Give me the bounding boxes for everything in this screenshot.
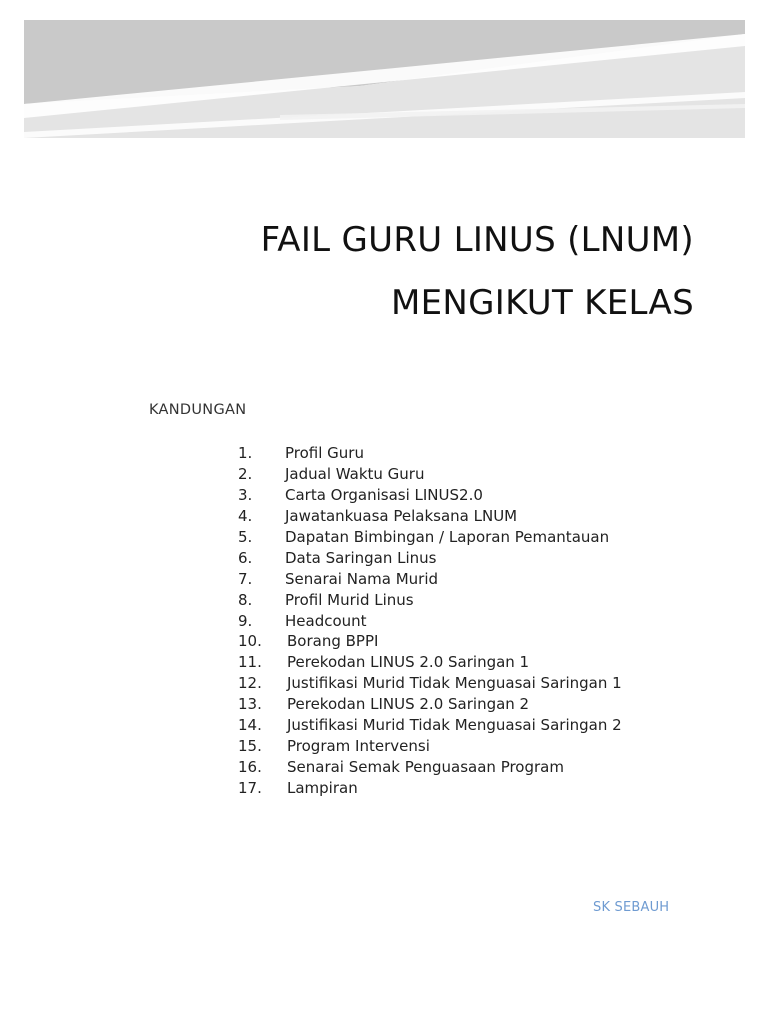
toc-item-label: Justifikasi Murid Tidak Menguasai Saringan 2: [287, 716, 622, 735]
toc-item: [238, 464, 622, 485]
toc-item-number: 10.: [238, 632, 262, 651]
toc-item-label: Borang BPPI: [287, 632, 379, 651]
toc-item-number: 15.: [238, 736, 262, 755]
toc-item: [238, 652, 622, 673]
toc-item-number: 5.: [238, 528, 253, 546]
toc-item-label: Jadual Waktu Guru: [285, 465, 425, 484]
toc-heading: KANDUNGAN: [149, 402, 247, 418]
toc-item: [238, 547, 622, 568]
toc-item: [238, 610, 622, 631]
toc-item-label: Dapatan Bimbingan / Laporan Pemantauan: [285, 528, 610, 546]
toc-item-number: 14.: [238, 716, 262, 735]
header-banner: [0, 0, 768, 150]
toc-item-number: 11.: [238, 653, 262, 672]
toc-item: [238, 527, 622, 548]
toc-item-number: 2.: [238, 465, 253, 484]
toc-item-number: 1.: [238, 444, 253, 463]
toc-item-number: 16.: [238, 757, 262, 776]
toc-item: [238, 673, 622, 694]
toc-item-label: Jawatankuasa Pelaksana LNUM: [285, 507, 518, 526]
toc-item-number: 12.: [238, 674, 262, 693]
toc-item-number: 9.: [238, 611, 253, 630]
title-line-2: MENGIKUT KELAS: [390, 283, 694, 323]
banner-bottom-fade: [24, 138, 745, 150]
toc-item-label: Senarai Nama Murid: [285, 569, 439, 588]
toc-item: [238, 631, 622, 652]
toc-item: [238, 715, 622, 736]
toc-item: [238, 777, 622, 798]
toc-item-label: Lampiran: [287, 778, 358, 797]
toc-item: [238, 589, 622, 610]
document-title: [261, 218, 694, 325]
toc-item: [238, 443, 622, 464]
toc-item-number: 3.: [238, 486, 253, 505]
toc-item-number: 4.: [238, 507, 253, 526]
toc-item-label: Perekodan LINUS 2.0 Saringan 2: [287, 695, 530, 714]
toc-item-number: 13.: [238, 695, 262, 714]
toc-item-label: Senarai Semak Penguasaan Program: [287, 757, 564, 776]
toc-item: [238, 694, 622, 715]
toc-item-number: 7.: [238, 569, 253, 588]
title-line-1: FAIL GURU LINUS (LNUM): [260, 220, 694, 260]
toc-item-label: Profil Murid Linus: [285, 590, 414, 609]
toc-item-label: Headcount: [285, 611, 367, 630]
toc-item-label: Perekodan LINUS 2.0 Saringan 1: [287, 653, 530, 672]
toc-item-label: Justifikasi Murid Tidak Menguasai Saringan 1: [287, 674, 622, 693]
toc-item-label: Program Intervensi: [287, 736, 430, 755]
toc-item-label: Data Saringan Linus: [285, 548, 437, 567]
school-name-footer: SK SEBAUH: [593, 900, 670, 915]
table-of-contents: [238, 443, 622, 798]
toc-item: [238, 756, 622, 777]
toc-item-number: 6.: [238, 548, 253, 567]
toc-item-number: 17.: [238, 778, 262, 797]
toc-item: [238, 568, 622, 589]
toc-item: [238, 506, 622, 527]
toc-item-label: Carta Organisasi LINUS2.0: [285, 486, 483, 505]
toc-item: [238, 485, 622, 506]
toc-item-label: Profil Guru: [285, 444, 364, 463]
toc-item: [238, 735, 622, 756]
toc-item-number: 8.: [238, 590, 253, 609]
